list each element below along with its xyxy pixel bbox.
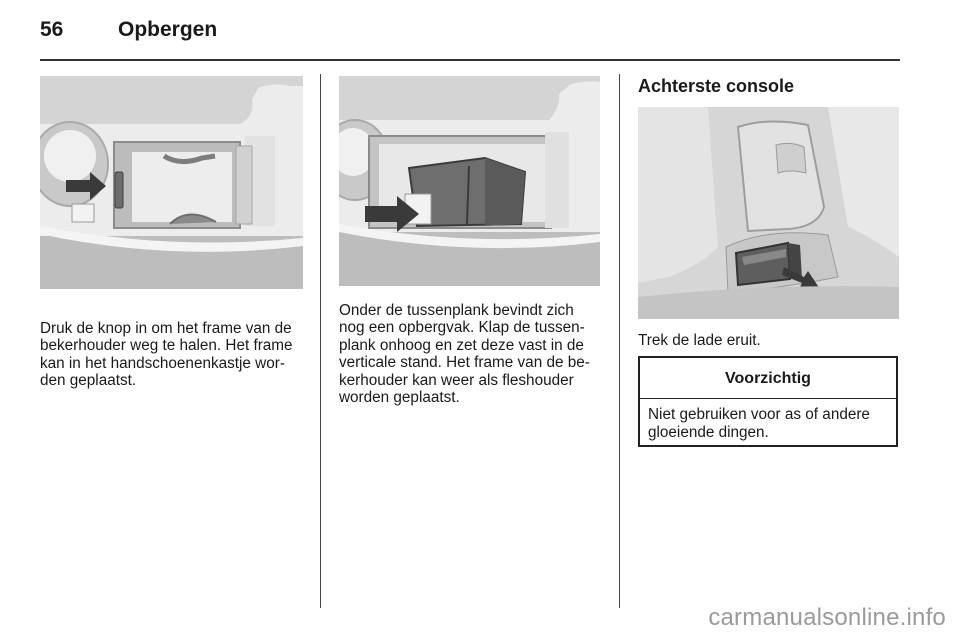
column2-paragraph: Onder de tussenplank bevindt zich nog een opbergvak. Klap de tussen- plank onhoog en zet deze vast in de verticale stand. Het frame van de be- kerhouder kan weer als fleshouder worden geplaatst.	[339, 302, 590, 407]
rear-console-figure	[638, 107, 899, 319]
chapter-title: Opbergen	[118, 18, 218, 41]
caution-text: Niet gebruiken voor as of andere gloeiende dingen.	[648, 406, 870, 441]
caution-title: Voorzichtig	[640, 358, 896, 399]
column3-paragraph: Trek de lade eruit.	[638, 332, 761, 349]
caution-box	[638, 356, 898, 447]
storage-figure	[339, 76, 600, 286]
page-number: 56	[40, 18, 64, 41]
watermark: carmanualsonline.info	[708, 604, 946, 631]
cupholder-figure	[40, 76, 303, 289]
column-divider-left	[320, 74, 321, 608]
column1-paragraph: Druk de knop in om het frame van de bekerhouder weg te halen. Het frame kan in het handschoenenkastje wor- den geplaatst.	[40, 320, 293, 390]
column-divider-right	[619, 74, 620, 608]
storage-compartment-under-shelf-figure	[339, 76, 600, 286]
cupholder-frame-release-button-figure	[40, 76, 303, 289]
rear-console-drawer-figure	[638, 107, 899, 319]
header-divider	[40, 59, 900, 61]
section-heading: Achterste console	[638, 76, 795, 96]
